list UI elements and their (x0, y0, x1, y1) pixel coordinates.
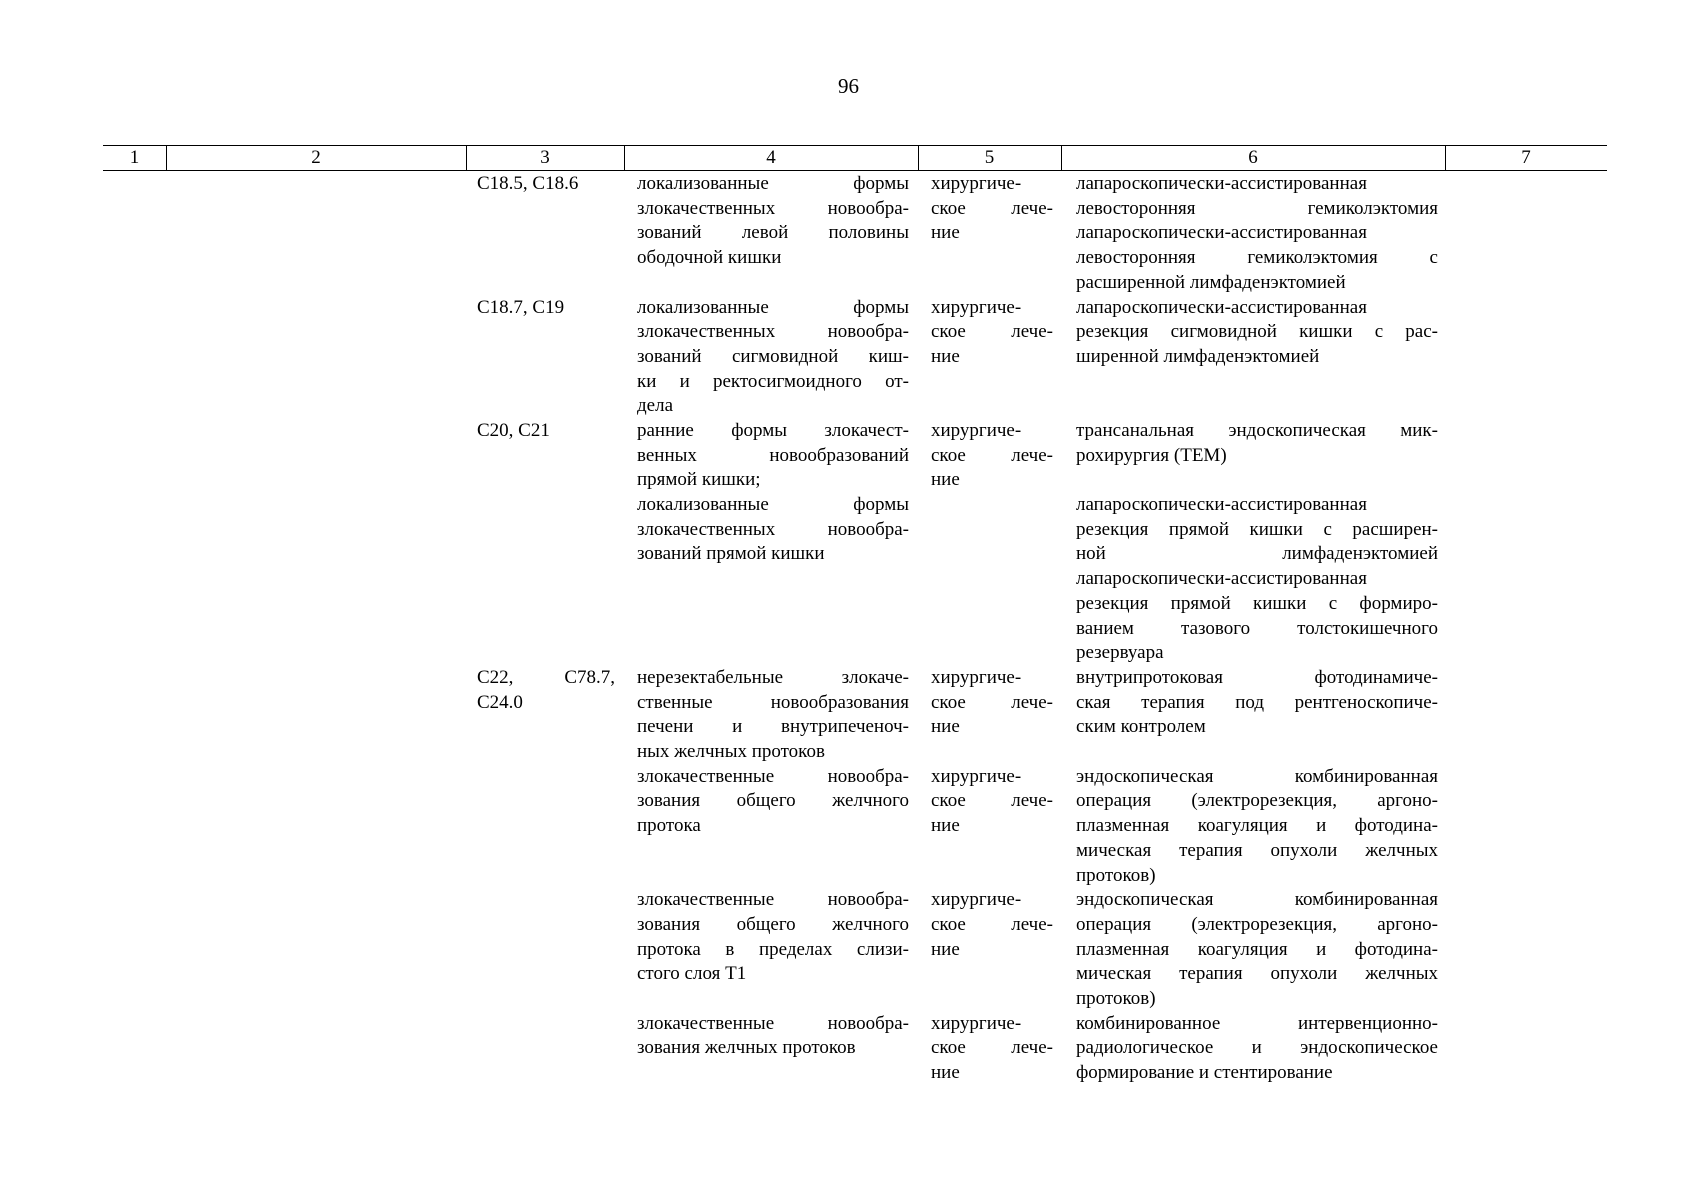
cell-line: ние (931, 222, 960, 244)
cell-line: ское лече- (931, 1037, 1053, 1059)
cell-line: ние (931, 1062, 960, 1084)
cell-line: стого слоя T1 (637, 963, 747, 985)
cell-line: нерезектабельные злокаче- (637, 666, 909, 688)
cell-line: плазменная коагуляция и фотодина- (1076, 815, 1438, 837)
cell-line: протоков) (1076, 864, 1156, 886)
cell-line: C22, C78.7, (477, 666, 615, 688)
cell-col-4 (637, 666, 909, 765)
cell-line: операция (электрорезекция, аргоно- (1076, 913, 1438, 935)
cell-line: ние (931, 815, 960, 837)
cell-line: ское лече- (931, 444, 1053, 466)
cell-col-6 (1076, 666, 1438, 740)
cell-line: локализованные формы (637, 296, 909, 318)
cell-line: хирургиче- (931, 666, 1022, 688)
cell-col-6 (1076, 1012, 1438, 1086)
cell-line: зований сигмовидной киш- (637, 345, 909, 367)
cell-col-5 (931, 1012, 1053, 1086)
cell-col-6 (1076, 296, 1438, 370)
cell-line: радиологическое и эндоскопическое (1076, 1037, 1438, 1059)
cell-line: C18.7, C19 (477, 296, 565, 318)
cell-line: ское лече- (931, 691, 1053, 713)
cell-line: зования желчных протоков (637, 1037, 856, 1059)
header-col-1: 1 (129, 147, 140, 168)
cell-line: ским контролем (1076, 716, 1206, 738)
cell-line: мическая терапия опухоли желчных (1076, 839, 1438, 861)
cell-col-4 (637, 888, 909, 987)
cell-line: зования общего желчного (637, 790, 909, 812)
cell-line: мическая терапия опухоли желчных (1076, 963, 1438, 985)
cell-col-4 (637, 296, 909, 419)
cell-line: прямой кишки; (637, 469, 761, 491)
cell-col-6 (1076, 765, 1438, 888)
cell-line: C24.0 (477, 691, 523, 713)
table-row (0, 666, 1697, 765)
cell-col-6 (1076, 888, 1438, 1011)
header-col-3: 3 (540, 147, 550, 168)
cell-line: эндоскопическая комбинированная (1076, 765, 1438, 787)
cell-line: ское лече- (931, 790, 1053, 812)
header-col-2: 2 (311, 147, 321, 168)
cell-line: ние (931, 469, 960, 491)
table-row (0, 888, 1697, 1012)
cell-col-4 (637, 172, 909, 271)
cell-line: протока (637, 815, 701, 837)
table-row (0, 765, 1697, 889)
cell-col-6 (1076, 172, 1438, 295)
cell-col-5 (931, 888, 1053, 962)
table-row (0, 493, 1697, 666)
cell-line: лапароскопически-ассистированная (1076, 222, 1367, 244)
cell-line: лапароскопически-ассистированная (1076, 296, 1367, 318)
cell-line: зований прямой кишки (637, 543, 825, 565)
cell-line: расширенной лимфаденэктомией (1076, 271, 1346, 293)
cell-line: ванием тазового толстокишечного (1076, 617, 1438, 639)
cell-col-3 (477, 296, 615, 321)
cell-line: хирургиче- (931, 296, 1022, 318)
cell-line: резекция прямой кишки с формиро- (1076, 592, 1438, 614)
table-row (0, 172, 1697, 296)
cell-col-3 (477, 419, 615, 444)
cell-line: хирургиче- (931, 1012, 1022, 1034)
cell-line: C18.5, C18.6 (477, 173, 579, 194)
cell-line: ободочной кишки (637, 247, 782, 269)
cell-line: злокачественные новообра- (637, 1012, 909, 1034)
cell-col-4 (637, 1012, 909, 1061)
cell-line: хирургиче- (931, 173, 1022, 194)
cell-line: печени и внутрипеченоч- (637, 716, 909, 738)
header-col-4: 4 (766, 147, 776, 168)
cell-line: лапароскопически-ассистированная (1076, 568, 1367, 590)
cell-line: C20, C21 (477, 420, 550, 441)
cell-line: зования общего желчного (637, 913, 909, 935)
cell-line: ние (931, 938, 960, 960)
cell-line: формирование и стентирование (1076, 1062, 1333, 1084)
cell-line: зований левой половины (637, 222, 909, 244)
cell-col-5 (931, 296, 1053, 370)
header-col-6: 6 (1248, 147, 1258, 168)
cell-col-6 (1076, 419, 1438, 468)
cell-line: ранние формы злокачест- (637, 420, 909, 441)
cell-line: злокачественных новообра- (637, 518, 909, 540)
cell-line: ной лимфаденэктомией (1076, 543, 1438, 565)
page-number: 96 (838, 74, 859, 98)
table-row (0, 296, 1697, 420)
cell-line: лапароскопически-ассистированная (1076, 173, 1367, 194)
cell-line: лапароскопически-ассистированная (1076, 494, 1367, 516)
cell-line: внутрипротоковая фотодинамиче- (1076, 666, 1438, 688)
header-col-5: 5 (984, 147, 995, 168)
cell-line: хирургиче- (931, 765, 1022, 787)
cell-col-5 (931, 666, 1053, 740)
cell-line: ская терапия под рентгеноскопиче- (1076, 691, 1438, 713)
cell-line: ние (931, 345, 960, 367)
cell-line: комбинированное интервенционно- (1076, 1012, 1438, 1034)
cell-line: ки и ректосигмоидного от- (637, 370, 909, 392)
cell-col-3 (477, 172, 615, 197)
cell-col-5 (931, 765, 1053, 839)
cell-col-6 (1076, 493, 1438, 666)
table-row (0, 419, 1697, 493)
cell-line: резекция сигмовидной кишки с рас- (1076, 321, 1438, 343)
cell-line: ных желчных протоков (637, 741, 825, 763)
cell-line: ское лече- (931, 913, 1053, 935)
cell-line: ширенной лимфаденэктомией (1076, 345, 1320, 367)
cell-line: хирургиче- (931, 420, 1022, 441)
cell-col-5 (931, 172, 1053, 246)
cell-line: левосторонняя гемиколэктомия (1076, 197, 1438, 219)
cell-line: протоков) (1076, 988, 1156, 1010)
cell-col-5 (931, 419, 1053, 493)
table-body (0, 172, 1697, 1086)
cell-line: злокачественных новообра- (637, 321, 909, 343)
cell-line: эндоскопическая комбинированная (1076, 889, 1438, 911)
cell-line: злокачественных новообра- (637, 197, 909, 219)
cell-line: резервуара (1076, 642, 1164, 664)
cell-line: локализованные формы (637, 494, 909, 516)
cell-line: хирургиче- (931, 889, 1022, 911)
cell-line: злокачественные новообра- (637, 765, 909, 787)
cell-line: ственные новообразования (637, 691, 909, 713)
header-col-7: 7 (1521, 147, 1531, 168)
cell-line: плазменная коагуляция и фотодина- (1076, 938, 1438, 960)
cell-line: трансанальная эндоскопическая мик- (1076, 420, 1438, 441)
cell-line: рохирургия (TEM) (1076, 444, 1227, 466)
cell-line: злокачественные новообра- (637, 889, 909, 911)
cell-line: венных новообразований (637, 444, 909, 466)
cell-line: левосторонняя гемиколэктомия с (1076, 247, 1438, 269)
table-header (103, 145, 1607, 171)
cell-line: протока в пределах слизи- (637, 938, 909, 960)
cell-line: ние (931, 716, 960, 738)
cell-line: дела (637, 395, 674, 417)
cell-line: ское лече- (931, 197, 1053, 219)
cell-col-4 (637, 419, 909, 493)
cell-line: локализованные формы (637, 173, 909, 194)
cell-line: резекция прямой кишки с расширен- (1076, 518, 1438, 540)
cell-col-4 (637, 493, 909, 567)
cell-line: операция (электрорезекция, аргоно- (1076, 790, 1438, 812)
cell-col-4 (637, 765, 909, 839)
cell-line: ское лече- (931, 321, 1053, 343)
cell-col-3 (477, 666, 615, 715)
table-row (0, 1012, 1697, 1086)
